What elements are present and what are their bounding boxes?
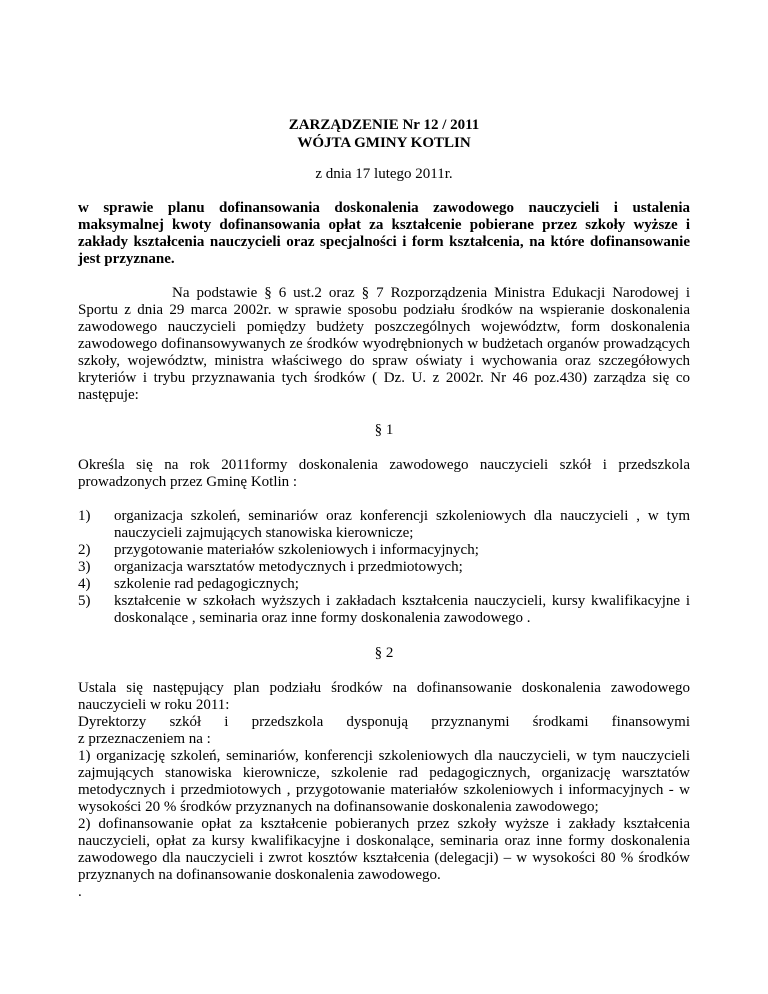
document-page: [78, 116, 690, 901]
list-item-text: organizacja szkoleń, seminariów oraz konferencji szkoleniowych dla nauczycieli , w tym nauczycieli zajmujących stanowiska kierownicze;: [114, 508, 690, 541]
document-header: [78, 116, 690, 152]
list-item-number: 5): [78, 593, 91, 609]
list-item-text: przygotowanie materiałów szkoleniowych i informacyjnych;: [114, 542, 479, 558]
list-item-number: 3): [78, 559, 91, 575]
document-date: z dnia 17 lutego 2011r.: [315, 166, 453, 182]
issuer-title: WÓJTA GMINY KOTLIN: [297, 135, 471, 151]
list-item-text: szkolenie rad pedagogicznych;: [114, 576, 299, 592]
section-2-point-2: 2) dofinansowanie opłat za kształcenie pobieranych przez szkoły wyższe i zakłady kształcenia nauczycieli, opłat za kursy kwalifikacyjne i doskonalące, seminaria oraz inne formy doskonalenia zawodowego dla nauczycieli i zwrot kosztów kształcenia (delegacji) – w wysokości 80 % środków przyznanych na dofinansowanie doskonalenia zawodowego.: [78, 816, 690, 883]
section-1-list: [78, 508, 690, 627]
section-2-intro: Ustala się następujący plan podziału środków na dofinansowanie doskonalenia zawodowego nauczycieli w roku 2011:: [78, 680, 690, 713]
ordinance-title: ZARZĄDZENIE Nr 12 / 2011: [288, 117, 480, 133]
section-1-mark: § 1: [374, 422, 394, 438]
trailing-dot: .: [78, 884, 82, 900]
section-1-intro: Określa się na rok 2011formy doskonalenia zawodowego nauczycieli szkół i przedszkola prowadzonych przez Gminę Kotlin :: [78, 457, 690, 490]
list-item-number: 2): [78, 542, 91, 558]
section-2-directors-line: Dyrektorzy szkół i przedszkola dysponują przyznanymi środkami finansowymi: [78, 714, 690, 730]
legal-basis-paragraph: Na podstawie § 6 ust.2 oraz § 7 Rozporządzenia Ministra Edukacji Narodowej i Sportu z dnia 29 marca 2002r. w sprawie sposobu podziału środków na wspieranie doskonalenia zawodowego nauczycieli pomiędzy budżety poszczególnych województw, form doskonalenia zawodowego dofinansowywanych ze środków wyodrębnionych w budżetach organów prowadzących szkoły, województw, ministra właściwego do spraw oświaty i wychowania oraz szczegółowych kryteriów i trybu przyznawania tych środków ( Dz. U. z 2002r. Nr 46 poz.430) zarządza się co następuje:: [78, 285, 690, 403]
list-item: [78, 593, 690, 627]
section-2-mark: § 2: [374, 645, 394, 661]
list-item-number: 1): [78, 508, 91, 524]
list-item-text: kształcenie w szkołach wyższych i zakładach kształcenia nauczycieli, kursy kwalifikacyjne i doskonalące , seminaria oraz inne formy doskonalenia zawodowego .: [114, 593, 690, 626]
list-item: [78, 559, 690, 576]
list-item-number: 4): [78, 576, 91, 592]
section-2-directors-line-2: z przeznaczeniem na :: [78, 731, 211, 747]
document-subject: w sprawie planu dofinansowania doskonalenia zawodowego nauczycieli i ustalenia maksymalnej kwoty dofinansowania opłat za kształcenie pobierane przez szkoły wyższe i zakłady kształcenia nauczycieli oraz specjalności i form kształcenia, na które dofinansowanie jest przyznane.: [78, 200, 690, 267]
section-2-point-1: 1) organizację szkoleń, seminariów, konferencji szkoleniowych dla nauczycieli, w tym nauczycieli zajmujących stanowiska kierownicze, szkolenie rad pedagogicznych, organizację warsztatów metodycznych i przedmiotowych , przygotowanie materiałów szkoleniowych i informacyjnych - w wysokości 20 % środków przyznanych na dofinansowanie doskonalenia zawodowego;: [78, 748, 690, 815]
list-item: [78, 576, 690, 593]
list-item-text: organizacja warsztatów metodycznych i przedmiotowych;: [114, 559, 463, 575]
list-item: [78, 542, 690, 559]
list-item: [78, 508, 690, 542]
